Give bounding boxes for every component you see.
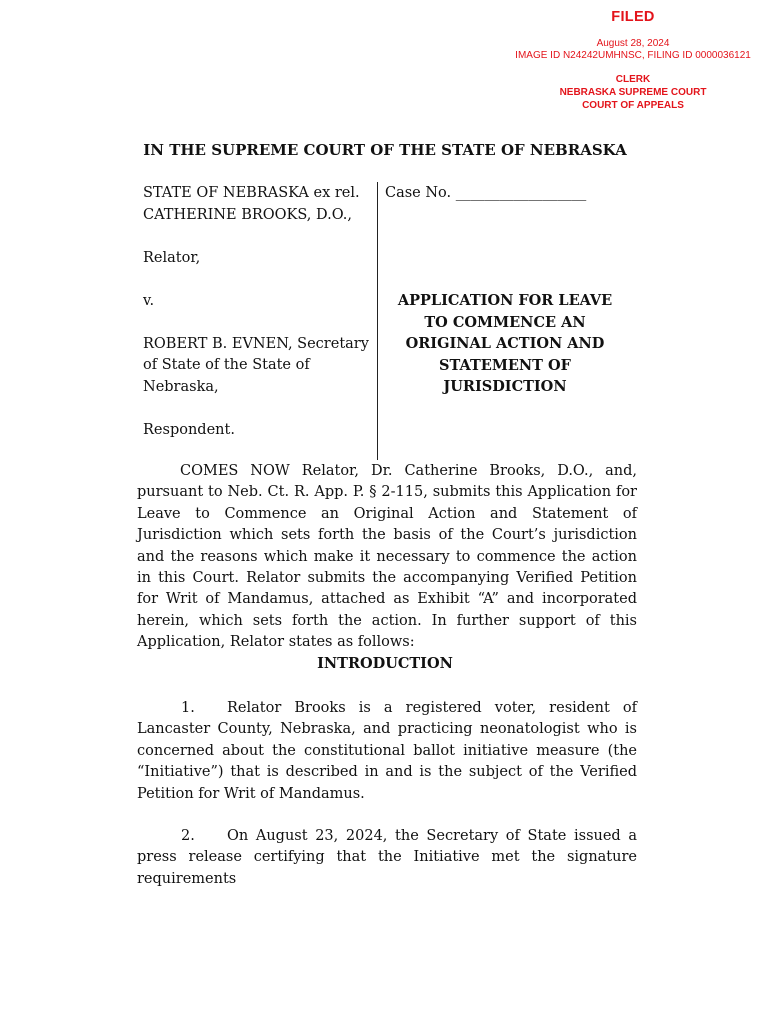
paragraph-text-2: On August 23, 2024, the Secretary of State issued a press release certifying that the Initiative met the signature requirements [137, 828, 637, 887]
filing-image-id: IMAGE ID N24242UMHNSC, FILING ID 0000036121 [515, 50, 751, 61]
paragraph-text-1: Relator Brooks is a registered voter, resident of Lancaster County, Nebraska, and practicing neonatologist who is concerned about the constitutional ballot initiative measure (the “Initiative”) that is described in and is the subject of the Verified Petition for Writ of Mandamus. [137, 700, 637, 802]
filing-stamp [470, 8, 770, 112]
numbered-paragraph-1 [137, 698, 637, 805]
opening-paragraph: COMES NOW Relator, Dr. Catherine Brooks, D.O., and, pursuant to Neb. Ct. R. App. P. § 2-115, submits this Application for Leave to Commence an Original Action and Statement of Jurisdiction which sets forth the basis of the Court’s jurisdiction and the reasons which make it necessary to commence the action in this Court. Relator submits the accompanying Verified Petition for Writ of Mandamus, attached as Exhibit “A” and incorporated herein, which sets forth the action. In further support of this Application, Relator states as follows: [137, 463, 637, 651]
court-title: IN THE SUPREME COURT OF THE STATE OF NEBRASKA [143, 141, 627, 159]
clerk-block [470, 73, 770, 112]
clerk-label: CLERK [615, 74, 651, 85]
respondent-name-line3: Nebraska, [143, 378, 219, 395]
versus-label: v. [143, 292, 155, 309]
relator-name-line2: CATHERINE BROOKS, D.O., [143, 206, 352, 223]
respondent-name-line2: of State of the State of [143, 357, 310, 373]
relator-name-line1: STATE OF NEBRASKA ex rel. [143, 185, 360, 201]
filing-date: August 28, 2024 [596, 38, 670, 49]
respondent-label: Respondent. [143, 421, 235, 438]
paragraph-number-2: 2. [181, 828, 195, 844]
filed-label: FILED [611, 9, 655, 25]
numbered-paragraph-2 [137, 826, 637, 890]
relator-label: Relator, [143, 249, 201, 266]
application-title-line1: APPLICATION FOR LEAVE [397, 292, 613, 309]
application-title-line3: ORIGINAL ACTION AND [405, 335, 605, 352]
introduction-heading: INTRODUCTION [317, 655, 453, 672]
paragraph-number-1: 1. [181, 700, 195, 716]
application-title-line2: TO COMMENCE AN [424, 313, 586, 331]
application-title-line4: STATEMENT OF [439, 356, 571, 374]
application-title-line5: JURISDICTION [443, 378, 567, 395]
case-caption-parties [143, 183, 373, 441]
court-name-supreme: NEBRASKA SUPREME COURT [559, 87, 707, 98]
application-title [385, 290, 625, 398]
caption-divider [377, 182, 378, 460]
court-name-appeals: COURT OF APPEALS [582, 100, 684, 111]
respondent-name-line1: ROBERT B. EVNEN, Secretary [143, 335, 369, 352]
case-number: Case No. __________________ [385, 185, 587, 201]
